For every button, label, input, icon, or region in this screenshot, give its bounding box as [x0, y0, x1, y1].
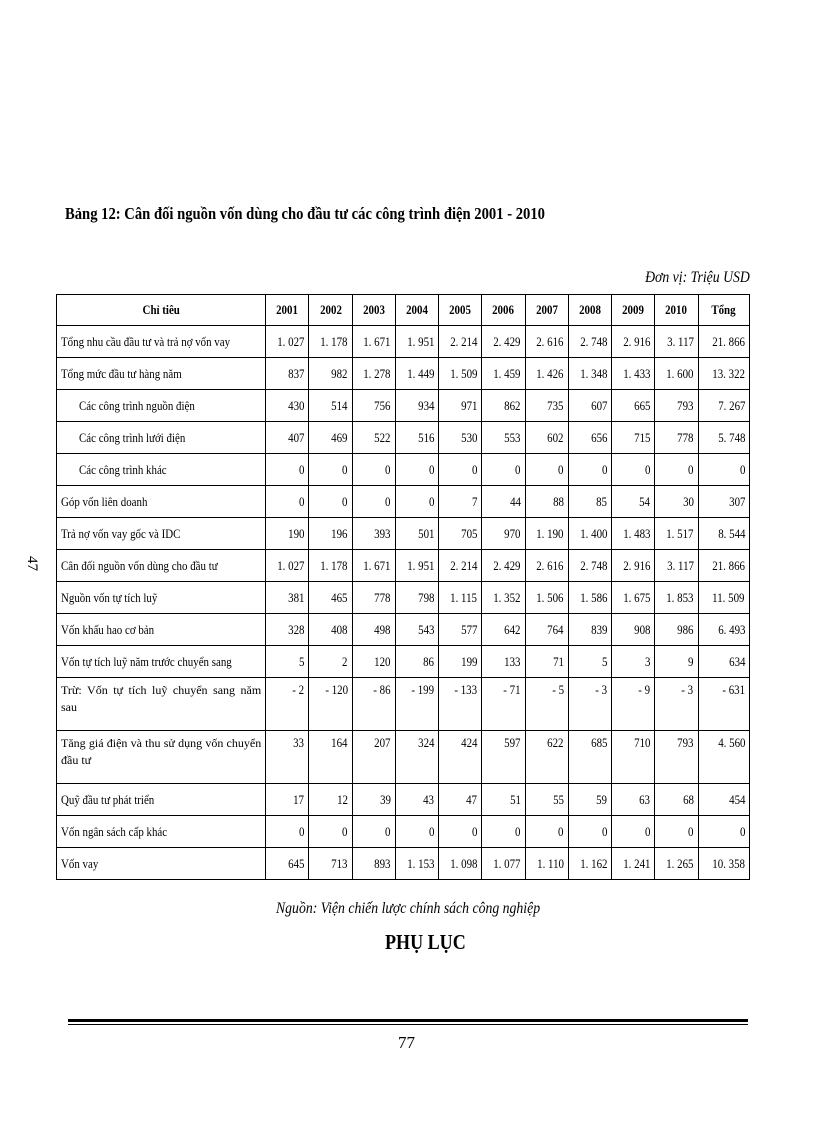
value-cell: 120 — [352, 646, 395, 678]
value-cell: 0 — [482, 454, 525, 486]
value-cell: 862 — [482, 390, 525, 422]
value-cell: 1. 241 — [612, 848, 655, 880]
value-cell: 2. 616 — [525, 550, 568, 582]
value-cell: 1. 675 — [612, 582, 655, 614]
row-label: Quỹ đầu tư phát triển — [57, 784, 266, 816]
value-cell: 1. 509 — [439, 358, 482, 390]
value-cell: 44 — [482, 486, 525, 518]
header-cell: 2007 — [525, 295, 568, 326]
value-cell: 839 — [568, 614, 611, 646]
value-cell: 10. 358 — [698, 848, 749, 880]
value-cell: 982 — [309, 358, 352, 390]
value-cell: 1. 483 — [612, 518, 655, 550]
value-cell: 17 — [266, 784, 309, 816]
row-label: Vốn khấu hao cơ bản — [57, 614, 266, 646]
value-cell: 645 — [266, 848, 309, 880]
value-cell: 553 — [482, 422, 525, 454]
value-cell: 1. 027 — [266, 326, 309, 358]
value-cell: 0 — [266, 486, 309, 518]
value-cell: - 86 — [352, 678, 395, 731]
value-cell: 3. 117 — [655, 326, 698, 358]
value-cell: - 9 — [612, 678, 655, 731]
value-cell: 469 — [309, 422, 352, 454]
value-cell: 1. 853 — [655, 582, 698, 614]
value-cell: 465 — [309, 582, 352, 614]
value-cell: 530 — [439, 422, 482, 454]
value-cell: 778 — [655, 422, 698, 454]
table-row — [57, 390, 750, 422]
value-cell: 1. 190 — [525, 518, 568, 550]
page-number: 77 — [398, 1033, 415, 1052]
value-cell: 1. 352 — [482, 582, 525, 614]
value-cell: 893 — [352, 848, 395, 880]
row-label: Vốn ngân sách cấp khác — [57, 816, 266, 848]
value-cell: 3. 117 — [655, 550, 698, 582]
header-indicator: Chỉ tiêu — [57, 295, 266, 326]
row-label: Trả nợ vốn vay gốc và IDC — [57, 518, 266, 550]
value-cell: 85 — [568, 486, 611, 518]
value-cell: 971 — [439, 390, 482, 422]
value-cell: - 3 — [568, 678, 611, 731]
value-cell: 1. 178 — [309, 550, 352, 582]
row-label: Các công trình khác — [57, 454, 266, 486]
value-cell: 1. 433 — [612, 358, 655, 390]
value-cell: 2. 916 — [612, 550, 655, 582]
value-cell: 1. 506 — [525, 582, 568, 614]
value-cell: 1. 115 — [439, 582, 482, 614]
value-cell: 39 — [352, 784, 395, 816]
row-label: Tăng giá điện và thu sử dụng vốn chuyển đầu tư — [57, 731, 266, 784]
value-cell: 908 — [612, 614, 655, 646]
row-label: Vốn vay — [57, 848, 266, 880]
value-cell: 3 — [612, 646, 655, 678]
value-cell: 1. 400 — [568, 518, 611, 550]
row-label: Cân đối nguồn vốn dùng cho đầu tư — [57, 550, 266, 582]
value-cell: 0 — [266, 454, 309, 486]
value-cell: 424 — [439, 731, 482, 784]
header-cell: 2003 — [352, 295, 395, 326]
value-cell: 1. 027 — [266, 550, 309, 582]
table-row — [57, 848, 750, 880]
value-cell: 68 — [655, 784, 698, 816]
value-cell: 0 — [568, 454, 611, 486]
table-body — [57, 326, 750, 880]
value-cell: 2 — [309, 646, 352, 678]
value-cell: 324 — [395, 731, 438, 784]
value-cell: 59 — [568, 784, 611, 816]
value-cell: 6. 493 — [698, 614, 749, 646]
value-cell: 516 — [395, 422, 438, 454]
value-cell: - 631 — [698, 678, 749, 731]
value-cell: 1. 671 — [352, 550, 395, 582]
value-cell: 11. 509 — [698, 582, 749, 614]
header-cell: 2009 — [612, 295, 655, 326]
value-cell: 2. 748 — [568, 326, 611, 358]
value-cell: 1. 426 — [525, 358, 568, 390]
value-cell: 1. 278 — [352, 358, 395, 390]
value-cell: 9 — [655, 646, 698, 678]
row-label: Các công trình lưới điện — [57, 422, 266, 454]
value-cell: 0 — [352, 486, 395, 518]
investment-balance-table — [56, 294, 750, 880]
value-cell: 0 — [352, 454, 395, 486]
value-cell: 1. 449 — [395, 358, 438, 390]
value-cell: 793 — [655, 390, 698, 422]
value-cell: 0 — [309, 486, 352, 518]
value-cell: 715 — [612, 422, 655, 454]
value-cell: 577 — [439, 614, 482, 646]
value-cell: 430 — [266, 390, 309, 422]
unit-label: Đơn vị: Triệu USD — [645, 269, 750, 286]
value-cell: 1. 153 — [395, 848, 438, 880]
value-cell: 0 — [439, 816, 482, 848]
value-cell: 190 — [266, 518, 309, 550]
row-label: Trừ: Vốn tự tích luỹ chuyển sang năm sau — [57, 678, 266, 731]
value-cell: 778 — [352, 582, 395, 614]
value-cell: 642 — [482, 614, 525, 646]
value-cell: 13. 322 — [698, 358, 749, 390]
header-cell: Tổng — [698, 295, 749, 326]
value-cell: 43 — [395, 784, 438, 816]
value-cell: 2. 214 — [439, 326, 482, 358]
value-cell: 0 — [309, 816, 352, 848]
value-cell: 88 — [525, 486, 568, 518]
value-cell: - 3 — [655, 678, 698, 731]
value-cell: 0 — [309, 454, 352, 486]
value-cell: 498 — [352, 614, 395, 646]
value-cell: 393 — [352, 518, 395, 550]
value-cell: 1. 178 — [309, 326, 352, 358]
value-cell: 934 — [395, 390, 438, 422]
value-cell: 0 — [395, 454, 438, 486]
value-cell: 713 — [309, 848, 352, 880]
value-cell: 1. 110 — [525, 848, 568, 880]
table-row — [57, 518, 750, 550]
value-cell: 0 — [698, 816, 749, 848]
table-row — [57, 422, 750, 454]
value-cell: 51 — [482, 784, 525, 816]
value-cell: 0 — [395, 816, 438, 848]
value-cell: 1. 951 — [395, 550, 438, 582]
value-cell: 622 — [525, 731, 568, 784]
value-cell: 543 — [395, 614, 438, 646]
value-cell: 71 — [525, 646, 568, 678]
value-cell: 33 — [266, 731, 309, 784]
value-cell: 756 — [352, 390, 395, 422]
header-cell: 2005 — [439, 295, 482, 326]
row-label: Tổng mức đầu tư hàng năm — [57, 358, 266, 390]
value-cell: 656 — [568, 422, 611, 454]
value-cell: 55 — [525, 784, 568, 816]
value-cell: 7. 267 — [698, 390, 749, 422]
table-row — [57, 486, 750, 518]
value-cell: 207 — [352, 731, 395, 784]
value-cell: 2. 214 — [439, 550, 482, 582]
table-row — [57, 326, 750, 358]
value-cell: 514 — [309, 390, 352, 422]
source-note: Nguồn: Viện chiến lược chính sách công nghiệp — [276, 900, 541, 917]
value-cell: 0 — [612, 454, 655, 486]
value-cell: - 2 — [266, 678, 309, 731]
side-page-number: 47 — [24, 556, 40, 571]
value-cell: 665 — [612, 390, 655, 422]
header-cell: 2010 — [655, 295, 698, 326]
value-cell: 597 — [482, 731, 525, 784]
value-cell: 1. 671 — [352, 326, 395, 358]
value-cell: 21. 866 — [698, 550, 749, 582]
value-cell: 199 — [439, 646, 482, 678]
value-cell: 798 — [395, 582, 438, 614]
value-cell: 2. 429 — [482, 550, 525, 582]
value-cell: 408 — [309, 614, 352, 646]
value-cell: 0 — [525, 816, 568, 848]
header-cell: 2008 — [568, 295, 611, 326]
value-cell: 0 — [525, 454, 568, 486]
value-cell: 0 — [352, 816, 395, 848]
value-cell: 1. 586 — [568, 582, 611, 614]
value-cell: 164 — [309, 731, 352, 784]
value-cell: 2. 748 — [568, 550, 611, 582]
value-cell: - 71 — [482, 678, 525, 731]
value-cell: 4. 560 — [698, 731, 749, 784]
value-cell: 1. 517 — [655, 518, 698, 550]
value-cell: 407 — [266, 422, 309, 454]
header-cell: 2004 — [395, 295, 438, 326]
value-cell: 986 — [655, 614, 698, 646]
value-cell: 1. 098 — [439, 848, 482, 880]
value-cell: 63 — [612, 784, 655, 816]
table-row — [57, 582, 750, 614]
table-row — [57, 678, 750, 731]
value-cell: 5 — [266, 646, 309, 678]
table-row — [57, 550, 750, 582]
value-cell: - 133 — [439, 678, 482, 731]
value-cell: 1. 348 — [568, 358, 611, 390]
value-cell: 12 — [309, 784, 352, 816]
value-cell: 0 — [266, 816, 309, 848]
table-row — [57, 784, 750, 816]
header-row — [57, 295, 750, 326]
table-row — [57, 454, 750, 486]
value-cell: 0 — [698, 454, 749, 486]
value-cell: 1. 459 — [482, 358, 525, 390]
value-cell: 1. 265 — [655, 848, 698, 880]
value-cell: - 120 — [309, 678, 352, 731]
value-cell: 1. 077 — [482, 848, 525, 880]
value-cell: 1. 162 — [568, 848, 611, 880]
header-cell: 2002 — [309, 295, 352, 326]
table-row — [57, 731, 750, 784]
value-cell: 0 — [395, 486, 438, 518]
value-cell: 501 — [395, 518, 438, 550]
value-cell: 0 — [568, 816, 611, 848]
row-label: Tổng nhu cầu đầu tư và trả nợ vốn vay — [57, 326, 266, 358]
value-cell: 2. 429 — [482, 326, 525, 358]
value-cell: 1. 951 — [395, 326, 438, 358]
value-cell: 634 — [698, 646, 749, 678]
row-label: Góp vốn liên doanh — [57, 486, 266, 518]
value-cell: 602 — [525, 422, 568, 454]
value-cell: 0 — [655, 816, 698, 848]
value-cell: 970 — [482, 518, 525, 550]
value-cell: 196 — [309, 518, 352, 550]
value-cell: 21. 866 — [698, 326, 749, 358]
value-cell: 607 — [568, 390, 611, 422]
value-cell: 328 — [266, 614, 309, 646]
row-label: Các công trình nguồn điện — [57, 390, 266, 422]
value-cell: 381 — [266, 582, 309, 614]
value-cell: 5 — [568, 646, 611, 678]
value-cell: 0 — [612, 816, 655, 848]
value-cell: 307 — [698, 486, 749, 518]
appendix-heading: PHỤ LỤC — [385, 930, 466, 954]
value-cell: 454 — [698, 784, 749, 816]
value-cell: 522 — [352, 422, 395, 454]
row-label: Vốn tự tích luỹ năm trước chuyển sang — [57, 646, 266, 678]
table-row — [57, 614, 750, 646]
value-cell: 735 — [525, 390, 568, 422]
value-cell: 30 — [655, 486, 698, 518]
value-cell: 1. 600 — [655, 358, 698, 390]
table-row — [57, 646, 750, 678]
value-cell: 7 — [439, 486, 482, 518]
value-cell: 764 — [525, 614, 568, 646]
value-cell: 2. 616 — [525, 326, 568, 358]
value-cell: 5. 748 — [698, 422, 749, 454]
value-cell: 837 — [266, 358, 309, 390]
row-label: Nguồn vốn tự tích luỹ — [57, 582, 266, 614]
value-cell: 86 — [395, 646, 438, 678]
header-cell: 2001 — [266, 295, 309, 326]
value-cell: 0 — [655, 454, 698, 486]
value-cell: 793 — [655, 731, 698, 784]
value-cell: 8. 544 — [698, 518, 749, 550]
table-row — [57, 816, 750, 848]
table-title: Bảng 12: Cân đối nguồn vốn dùng cho đầu tư các công trình điện 2001 - 2010 — [65, 204, 545, 223]
footer-rule-thick — [68, 1019, 748, 1022]
table-row — [57, 358, 750, 390]
value-cell: 685 — [568, 731, 611, 784]
value-cell: 705 — [439, 518, 482, 550]
value-cell: 54 — [612, 486, 655, 518]
value-cell: 0 — [439, 454, 482, 486]
header-cell: 2006 — [482, 295, 525, 326]
value-cell: 0 — [482, 816, 525, 848]
value-cell: 133 — [482, 646, 525, 678]
table-header — [57, 295, 750, 326]
value-cell: - 5 — [525, 678, 568, 731]
value-cell: 2. 916 — [612, 326, 655, 358]
value-cell: 710 — [612, 731, 655, 784]
value-cell: 47 — [439, 784, 482, 816]
footer-rule-thin — [68, 1024, 748, 1025]
value-cell: - 199 — [395, 678, 438, 731]
